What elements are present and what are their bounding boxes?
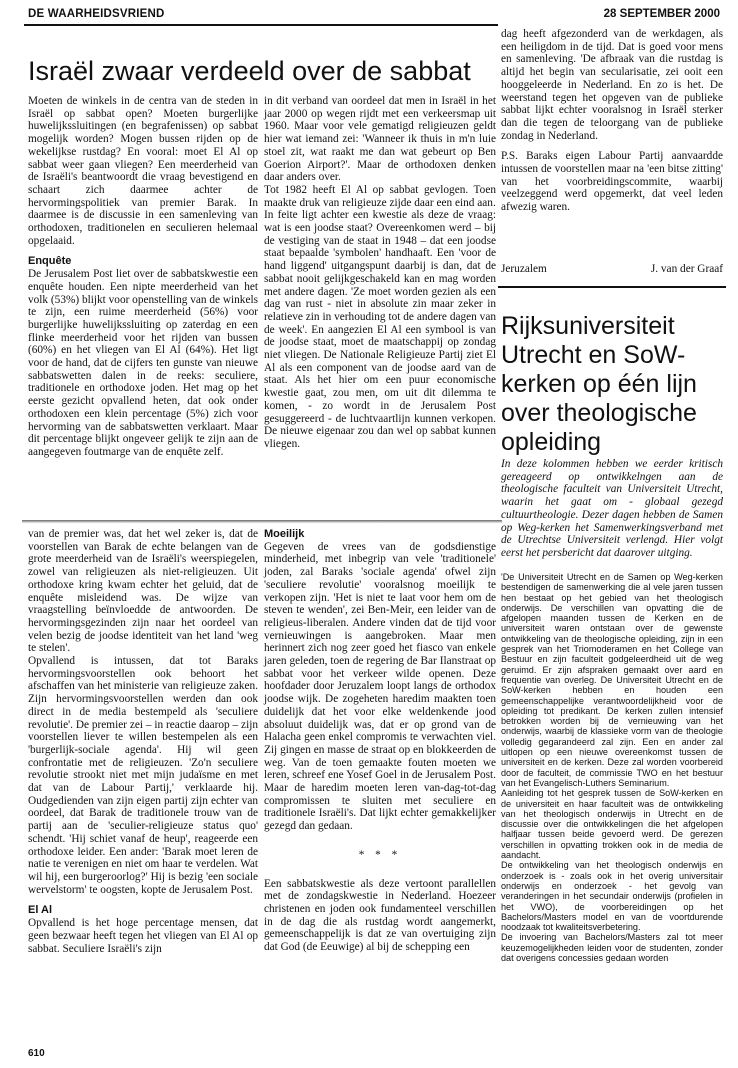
paragraph: dag heeft afgezonderd van de werkdagen, als een heiligdom in de tijd. Dat is goed voor mens en samenleving. 'De afbraak van die rustdag is altijd het begin van secularisatie, zei ooit een hooggeleerde in Nederland. En zo is het. De weerstand tegen het opgeven van de publieke sabbat lijkt echter vooralsnog in Israël sterker dan die tegen de teloorgang van de publieke zondag in Nederland.	[501, 28, 723, 142]
issue-date: 28 SEPTEMBER 2000	[603, 8, 720, 20]
column-1-upper	[28, 95, 258, 459]
byline	[501, 263, 723, 275]
subheading-elal: El Al	[28, 904, 53, 917]
column-1-lower	[28, 528, 258, 955]
article-intro: In deze kolommen hebben we eerder kritisch gereageerd op ontwikkelngen aan de theologische faculteit van Universiteit Utrecht, waarin het gaat om - globaal gezegd cultuurtheologie. Dezer dagen hebben de Samen op Weg-kerken het Samenwerkingsverband met de Utrechtse Universiteit verlengd. Hier volgt eerst het persbericht dat daarover uitging.	[501, 458, 723, 559]
page-number: 610	[28, 1048, 45, 1059]
paragraph: In feite ligt achter een kwestie als deze de vraag: wat is een joodse staat? Overeenkomen werd – bij de vestiging van de staat in 1948 – dat een joodse staat bepaalde 'symbolen' handhaaft. Een 'voor de hand liggend' uitgangspunt daarbij is dan, dat de sabbat nooit gelijkgeschakeld kan en mag worden met andere dagen. 'Ze moet worden gezien als een dag van rust - niet in absolute zin maar zeker in relatieve zin in verhouding tot de andere dagen van de week'. En aangezien El Al een symbool is van de joodse staat, moet de maatschappij op zondag niet vliegen. De Nationale Religieuze Partij ziet El Al als een component van de joodse aard van de staat. Als het hier om een puur economische kwestie gaat, zou men, om uit dit dilemma te komen, - zo wordt in de Jerusalem Post gesuggereerd - de luchtvaartlijn kunnen verkopen. De nieuwe eigenaar zou dan wel op sabbat kunnen vliegen.	[264, 209, 496, 450]
dateline-place: Jeruzalem	[501, 263, 547, 275]
paragraph: 'De Universiteit Utrecht en de Samen op Weg-kerken bestendigen de samenwerking die al vele jaren tussen hen bestaat op het gebied van het theologisch onderwijs. De verschillen van opvatting die de afgelopen maanden tussen de Kerken en de universiteit waren ontstaan over de gewenste ontwikkeling van de theologische opleiding, zijn in een gesprek van het Triomoderamen en het College van Bestuur en zijn faculteit godgeleerdheid uit de weg geruimd. Er zijn afspraken gemaakt over aard en frequentie van overleg. De Universiteit Utrecht en de SoW-kerken hebben en houden een gemeenschappelijke verantwoordelijkheid voor de opleiding tot predikant. De kerken zullen intensief betrokken worden bij de vernieuwing van het onderwijs, waarbij de klassieke vorm van de theologie volledig gegarandeerd zal zijn. Een en ander zal uitlopen op een nieuwe overeenkomst tussen de universiteit en de kerken. Deze zal worden voorbereid door de faculteit, de commissie TWO en het bestuur van het Evangelisch-Luthers Seminarium.	[501, 572, 723, 788]
column-2-upper	[264, 95, 496, 451]
column-3-lower	[501, 572, 723, 963]
article-title-sabbat: Israël zwaar verdeeld over de sabbat	[28, 56, 471, 86]
paragraph: Opvallend is intussen, dat tot Baraks hervormingsvoorstellen ook behoort het afschaffen van het ministerie van religieuze zaken. Zijn hervormingsvoorstellen werden dan ook direct in de media bestempeld als 'seculiere revolutie'. De premier zei – in reactie daarop – zijn voorstellen liever te willen bestempelen als een 'burgerlijk-sociale agenda'. Hij wil geen confrontatie met de religieuzen. 'Zo'n seculiere revolutie strookt niet met mijn judaïsme en met dat van de Labour Partij,' verklaarde hij. Oudgedienden van zijn eigen partij zijn echter van oordeel, dat Barak de traditionele trouw van de partij aan de 'seculier-religieuze status quo' schendt. 'Hij schiet vanaf de heup', reageerde een orthodoxe leider. Een ander: 'Barak moet leren de natie te verenigen en niet om haar te verdelen. Wat wil hij, een burgeroorlog?' Hij is bezig 'een sociale wervelstorm' te oogsten, kopte de Jerusalem Post.	[28, 655, 258, 896]
lead-paragraph: Moeten de winkels in de centra van de steden in Israël op sabbat open? Moeten burgerlijke huwelijkssluitingen (en begrafenissen) op sabbat mogelijk worden? Mogen bussen rijden op de wekelijkse rustdag? En vooral: moet El Al op sabbat weer gaan vliegen? Een meerderheid van de Israëli's beantwoordt die vraag bevestigend en schaart zich daarmee achter de hervormingspolitiek van premier Barak. In daarmee is de discussie in een samenleving van orthodoxen, traditionelen en seculieren helemaal opgelaaid.	[28, 95, 258, 247]
header-rule	[24, 24, 498, 26]
paragraph: De Jerusalem Post liet over de sabbatskwestie een enquête houden. Een nipte meerderheid van het volk (53%) blijkt voor openstelling van de winkels te zijn, een ruime meerderheid (56%) voor burgerlijke huwelijkssluiting op zaterdag en een flinke meerderheid voor het rijden van bussen (60%) en het vliegen van El Al (64%). Het ligt voor de hand, dat de cijfers ten gunste van nieuwe sabbatswetten dalen in de reeks: seculiere, traditionele en orthodoxe joden. Het mag op het eerste gezicht opvallend heten, dat ook onder orthodoxen een klein percentage (5%) zich voor hervorming van de sabbatswetten verklaart. Maar dit percentage blijkt ongeveer gelijk te zijn aan de aangegeven foutmarge van de enquête zelf.	[28, 268, 258, 458]
section-separator: * * *	[358, 848, 402, 861]
paragraph: Aanleiding tot het gesprek tussen de SoW-kerken en de universiteit en haar faculteit was de ontwikkeling van het theologisch onderwijs in Utrecht en de discussie over die ontwikkelingen die het afgelopen halfjaar tussen beide gevoerd werd. De gerezen verschillen in opvatting trokken ook in de media de aandacht.	[501, 788, 723, 861]
column-3-upper	[501, 28, 723, 214]
paragraph: Gegeven de vrees van de godsdienstige minderheid, met inbegrip van vele 'traditionele' joden, zal Baraks 'sociale agenda' ofwel zijn 'seculiere revolutie' vooralsnog moeilijk te verkopen zijn. 'Het is niet te laat voor hem om de steven te wenden', zei Ben-Meir, een leider van de religieus-liberalen. Andere vinden dat de tijd voor vernieuwingen is aangebroken. Maar men herinnert zich nog zeer goed het fiasco van enkele jaren geleden, toen de regering de Bar Ilanstraat op sabbat voor het verkeer wilde openen. Deze hoofdader door Jeruzalem loopt langs de orthodox joodse wijk. De zogeheten haredim maakten toen duidelijk dat het voor elke weldenkende jood absoluut duidelijk was, dat er op grond van de Halacha geen enkel compromis te verwachten viel. Zij gingen en masse de straat op en blokkeerden de weg. Van de toen gemaakte fouten moeten we leren, schreef ene Yosef Goel in de Jerusalem Post. Maar de haredim moeten leren van-dag-tot-dag compromissen te sluiten met seculiere en traditionele Israëli's. Dat lijkt echter gemakkelijker gezegd dan gedaan.	[264, 540, 496, 833]
article-divider	[498, 286, 726, 288]
author-name: J. van der Graaf	[650, 263, 723, 275]
subheading-moeilijk: Moeilijk	[264, 528, 305, 540]
page-fold	[22, 520, 502, 523]
column-2-lower	[264, 528, 496, 954]
paragraph: van de premier was, dat het wel zeker is, dat de voorstellen van Barak de echte belangen van de grote meerderheid van de Israëli's weerspiegelen, zowel van religieuzen als niet-religieuzen. Uit orthodoxe kring kwam echter het geluid, dat de enquête misleidend was. De wijze van vraagstelling beïnvloedde de antwoorden. De hervormingsgezinden zijn naar het oordeel van velen bezig de joodse identiteit van het land 'weg te stelen'.	[28, 528, 258, 655]
paragraph: Tot 1982 heeft El Al op sabbat gevlogen. Toen maakte druk van religieuze zijde daar een eind aan.	[264, 183, 496, 209]
paragraph: Opvallend is het hoge percentage mensen, dat geen bezwaar heeft tegen het vliegen van El Al op sabbat. Seculiere Israëli's zijn	[28, 917, 258, 955]
paragraph: De ontwikkeling van het theologisch onderwijs en onderzoek is - zoals ook in het overig universitair onderwijs en onderzoek - het gevolg van veranderingen in het secundair onderwijs (profielen in het VWO), de voorbereidingen op het Bachelors/Masters model en van de voortdurende noodzaak tot kwaliteitsverbetering.	[501, 860, 723, 933]
article-title-utrecht: Rijksuniversiteit Utrecht en SoW-kerken op één lijn over theologische opleiding	[501, 312, 697, 456]
paragraph: Een sabbatskwestie als deze vertoont parallellen met de zondagskwestie in Nederland. Hoezeer christenen en joden ook fundamenteel verschillen in de dag die als rustdag wordt aangemerkt, gemeenschappelijk is dat ze van overtuiging zijn dat God (de Eeuwige) al bij de schepping een	[264, 877, 496, 954]
subheading-enquete: Enquête	[28, 255, 72, 268]
paragraph: in dit verband van oordeel dat men in Israël in het jaar 2000 op wegen rijdt met een verkeersmap uit 1960. Maar voor vele gematigd religieuzen geldt hier wat iemand zei: 'Wanneer ik thuis in m'n luie stoel zit, wat raakt me dan wat gebeurt op Ben Goerion Airport?'. Maar de orthodoxen denken daar anders over.	[264, 95, 496, 184]
publication-name: DE WAARHEIDSVRIEND	[28, 8, 165, 20]
paragraph: De invoering van Bachelors/Masters zal tot meer keuzemogelijkheden leiden voor de studenten, zonder dat overigens concessies gedaan worden	[501, 932, 723, 963]
postscript: P.S. Baraks eigen Labour Partij aanvaardde intussen de voorstellen maar na 'een bitse zitting' van het voorbreidingscommite, waarbij veelzeggend werd opgemerkt, dat veel leden afwezig waren.	[501, 150, 723, 214]
